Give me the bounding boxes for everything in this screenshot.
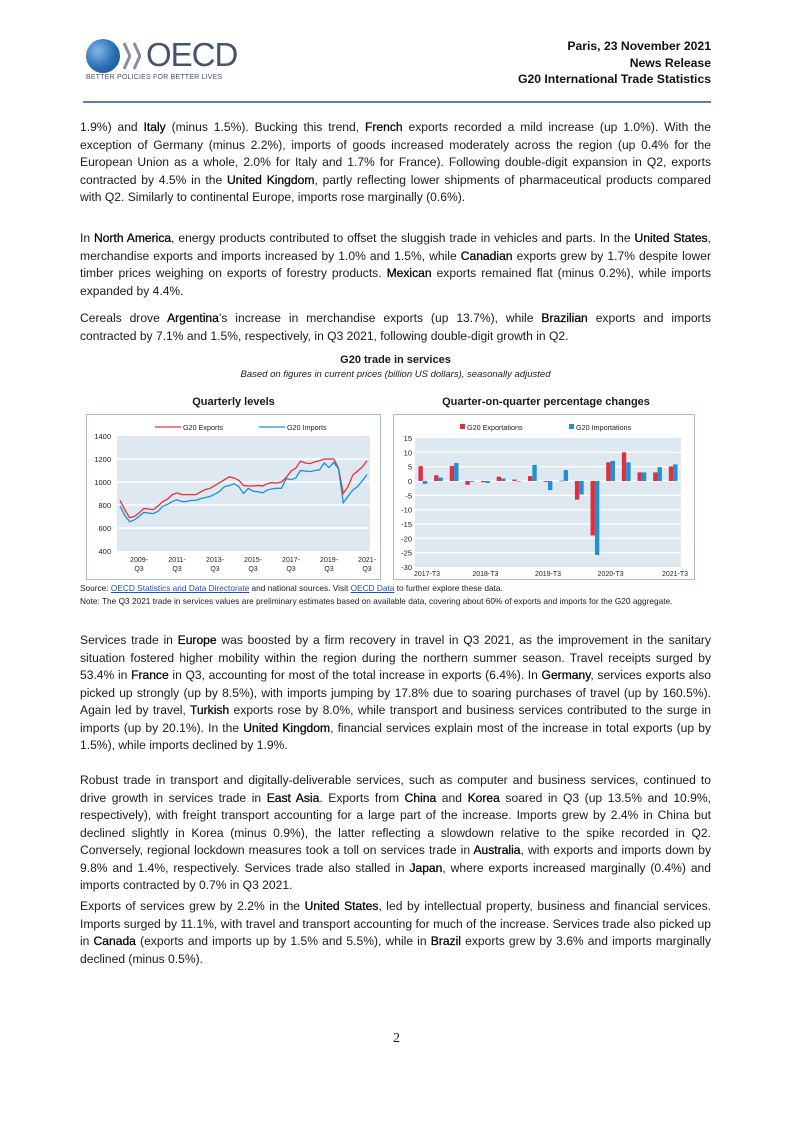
bar <box>575 481 579 500</box>
source-link-oecd-statistics[interactable]: OECD Statistics and Data Directorate <box>110 583 250 593</box>
paragraph: 1.9%) and Italy (minus 1.5%). Bucking this trend, French exports recorded a mild increase (up 1.0%). With the exception of Germany (minus 2.2%), imports of goods increased moderately across the region (up 0.4% for the European Union as a whole, 2.0% for Italy and 1.7% for France). Following double-digit expansion in Q2, exports contracted by 4.5% in the United Kingdom, partly reflecting lower shipments of pharmaceutical products compared with Q2. Similarly to continental Europe, imports rose marginally (0.6%). <box>80 120 711 204</box>
bar <box>669 466 673 481</box>
svg-text:1200: 1200 <box>94 455 111 464</box>
svg-text:2018-T3: 2018-T3 <box>472 571 499 578</box>
bar <box>532 465 536 481</box>
page-number: 2 <box>393 1031 400 1046</box>
source-prefix: Source: <box>80 583 111 593</box>
svg-text:-10: -10 <box>401 505 412 515</box>
bar-chart-title: Quarter-on-quarter percentage changes <box>442 396 650 408</box>
highlighted-term: Brazil <box>430 934 461 948</box>
svg-text:G20 Imports: G20 Imports <box>287 423 327 432</box>
bar <box>438 478 442 481</box>
svg-text:1000: 1000 <box>94 478 111 487</box>
bar <box>638 472 642 481</box>
figure-source <box>80 582 720 608</box>
bar <box>501 478 505 481</box>
figure-note: Note: The Q3 2021 trade in services values are preliminary estimates based on available data, covering about 60% of exports and imports for the G20 aggregate. <box>80 596 673 606</box>
date-line: Paris, 23 November 2021 <box>567 39 711 53</box>
bar <box>450 466 454 481</box>
highlighted-term: French <box>365 120 403 134</box>
chevron-icon <box>123 42 131 70</box>
svg-text:2017-: 2017- <box>282 557 300 564</box>
bar <box>517 481 521 482</box>
bar <box>673 464 677 481</box>
svg-text:Q3: Q3 <box>134 566 144 573</box>
bar <box>434 475 438 481</box>
logo-wordmark: OECD <box>146 36 238 73</box>
svg-text:800: 800 <box>98 501 111 510</box>
svg-text:0: 0 <box>407 477 412 486</box>
svg-text:15: 15 <box>403 434 412 443</box>
svg-text:G20 Importations: G20 Importations <box>576 423 632 432</box>
bar <box>497 477 501 481</box>
bar <box>611 461 615 481</box>
bar-chart <box>393 414 695 580</box>
highlighted-term: United Kingdom <box>243 720 331 735</box>
bar <box>544 481 548 482</box>
svg-text:2019-: 2019- <box>320 557 338 564</box>
page-header <box>83 36 711 100</box>
paragraph: Cereals drove Argentina’s increase in merchandise exports (up 13.7%), while Brazilian exports and imports contracted by 7.1% and 1.5%, respectively, in Q3 2021, following double-digit growth in Q2. <box>80 311 711 343</box>
bar <box>579 481 583 494</box>
svg-text:G20 Exportations: G20 Exportations <box>467 423 523 432</box>
highlighted-term: France <box>131 668 169 682</box>
plot-area <box>415 438 681 567</box>
svg-text:5: 5 <box>407 462 412 472</box>
svg-text:-15: -15 <box>401 520 412 529</box>
svg-text:400: 400 <box>98 547 111 556</box>
highlighted-term: United Kingdom <box>226 172 315 187</box>
highlighted-term: United States <box>304 899 379 913</box>
svg-text:-5: -5 <box>405 491 412 501</box>
highlighted-term: Argentina <box>167 311 219 325</box>
bar <box>595 481 599 555</box>
logo-tagline: BETTER POLICIES FOR BETTER LIVES <box>86 74 223 81</box>
svg-text:2019-T3: 2019-T3 <box>534 571 562 578</box>
bar <box>454 463 458 481</box>
svg-text:-20: -20 <box>401 534 412 544</box>
svg-text:Q3: Q3 <box>324 566 334 573</box>
bar <box>642 472 646 481</box>
bar <box>559 481 563 482</box>
source-line <box>80 582 720 595</box>
bar <box>528 476 532 481</box>
highlighted-term: Italy <box>143 120 166 134</box>
highlighted-term: East Asia <box>266 790 320 805</box>
svg-text:2015-: 2015- <box>244 557 262 564</box>
svg-text:Q3: Q3 <box>172 566 182 573</box>
bar <box>481 481 485 482</box>
svg-text:2017-T3: 2017-T3 <box>413 571 441 578</box>
release-title: G20 International Trade Statistics <box>517 72 711 86</box>
oecd-logo <box>83 36 243 86</box>
bar <box>564 470 568 481</box>
paragraph: Exports of services grew by 2.2% in the United States, led by intellectual property, business and financial services. Imports surged by 11.1%, with travel and transport accounting for much of the increase. Services trade also picked up in Canada (exports and imports up by 1.5% and 5.5%), while in Brazil exports grew by 3.6% and imports marginally declined (minus 0.5%). <box>80 899 711 966</box>
highlighted-term: Canada <box>93 934 136 948</box>
svg-text:1400: 1400 <box>94 432 111 441</box>
svg-text:G20 Exports: G20 Exports <box>183 423 223 432</box>
highlighted-term: Australia <box>473 843 521 857</box>
svg-text:2020-T3: 2020-T3 <box>597 571 624 578</box>
chevron-icon <box>133 42 141 70</box>
highlighted-term: Turkish <box>189 703 230 717</box>
paragraph: In North America, energy products contributed to offset the sluggish trade in vehicles and parts. In the United States, merchandise exports and imports increased by 1.0% and 1.5%, while Canadian exports grew by 1.7% despite lower timber prices weighing on exports of forestry products. Mexican exports remained flat (minus 0.2%), while imports expanded by 4.4%. <box>80 231 711 298</box>
svg-text:2011-: 2011- <box>168 557 186 564</box>
bar <box>423 481 427 484</box>
bar <box>622 452 626 481</box>
bar <box>465 481 469 485</box>
svg-text:-30: -30 <box>401 563 412 572</box>
highlighted-term: Europe <box>177 633 217 647</box>
release-type: News Release <box>629 55 711 70</box>
bar <box>606 462 610 481</box>
svg-text:2021-T3: 2021-T3 <box>661 571 689 578</box>
svg-text:Q3: Q3 <box>362 566 372 573</box>
highlighted-term: North America <box>93 231 172 245</box>
svg-text:600: 600 <box>98 524 111 533</box>
header-meta <box>518 38 711 88</box>
highlighted-term: Germany <box>541 668 591 682</box>
source-mid: and national sources. Visit <box>249 583 351 593</box>
globe-icon <box>86 39 120 73</box>
figure-subtitle: Based on figures in current prices (billion US dollars), seasonally adjusted <box>240 369 551 380</box>
svg-text:Q3: Q3 <box>210 566 220 573</box>
line-chart-plot <box>87 415 380 579</box>
bar <box>658 467 662 481</box>
header-divider <box>83 101 711 103</box>
source-link-oecd-data[interactable]: OECD Data <box>350 583 395 593</box>
bar <box>591 481 595 535</box>
bar <box>485 481 489 483</box>
paragraph: Robust trade in transport and digitally-deliverable services, such as computer and business services, continued to drive growth in services trade in East Asia. Exports from China and Korea soared in Q3 (up 13.5% and 10.9%, respectively), with freight transport accounting for a large part of the increase. Imports grew by 2.4% in China but declined slightly in Korea (minus 0.9%), the latter reflecting a slowdown relative to the spike recorded in Q2. Conversely, regional lockdown measures took a toll on services trade in Australia, with exports and imports down by 9.8% and 1.4%, respectively. Services trade also stalled in Japan, where exports increased marginally (0.4%) and imports contracted by 0.7% in Q3 2021. <box>80 773 712 892</box>
svg-text:2009-: 2009- <box>130 557 148 564</box>
bar <box>626 462 630 481</box>
highlighted-term: Mexican <box>386 266 432 280</box>
source-suffix: to further explore these data. <box>394 583 503 593</box>
highlighted-term: Canadian <box>460 248 513 263</box>
highlighted-term: United States <box>634 231 708 245</box>
paragraph: Services trade in Europe was boosted by a firm recovery in travel in Q3 2021, as the improvement in the sanitary situation fostered higher mobility within the region during the northern summer season. Travel receipts surged by 53.4% in France in Q3, accounting for most of the total increase in exports (6.4%). In Germany, services exports also picked up strongly (up by 8.5%), with imports jumping by 17.8% due to soaring purchases of travel (up by 160.5%). Again led by travel, Turkish exports rose by 8.0%, while transport and business services contributed to the surge in imports (up by 20.1%). In the United Kingdom, financial services explain most of the increase in total exports (up by 1.5%), while imports declined by 1.9%. <box>80 633 712 752</box>
highlighted-term: Japan <box>409 860 443 875</box>
line-chart <box>86 414 381 580</box>
svg-text:2013-: 2013- <box>206 557 224 564</box>
bar <box>653 472 657 481</box>
figure-title: G20 trade in services <box>340 354 451 366</box>
bar <box>470 481 474 482</box>
highlighted-term: Korea <box>467 790 500 805</box>
svg-text:10: 10 <box>403 448 412 458</box>
svg-text:Q3: Q3 <box>248 566 258 573</box>
svg-text:2021-: 2021- <box>358 557 376 564</box>
bar <box>418 466 422 481</box>
highlighted-term: Brazilian <box>541 311 588 325</box>
svg-text:-25: -25 <box>401 548 412 558</box>
bar-chart-plot <box>394 415 694 579</box>
line-chart-title: Quarterly levels <box>192 396 275 408</box>
highlighted-term: China <box>404 790 437 805</box>
bar <box>512 480 516 481</box>
bar <box>548 481 552 490</box>
svg-text:Q3: Q3 <box>286 566 296 573</box>
